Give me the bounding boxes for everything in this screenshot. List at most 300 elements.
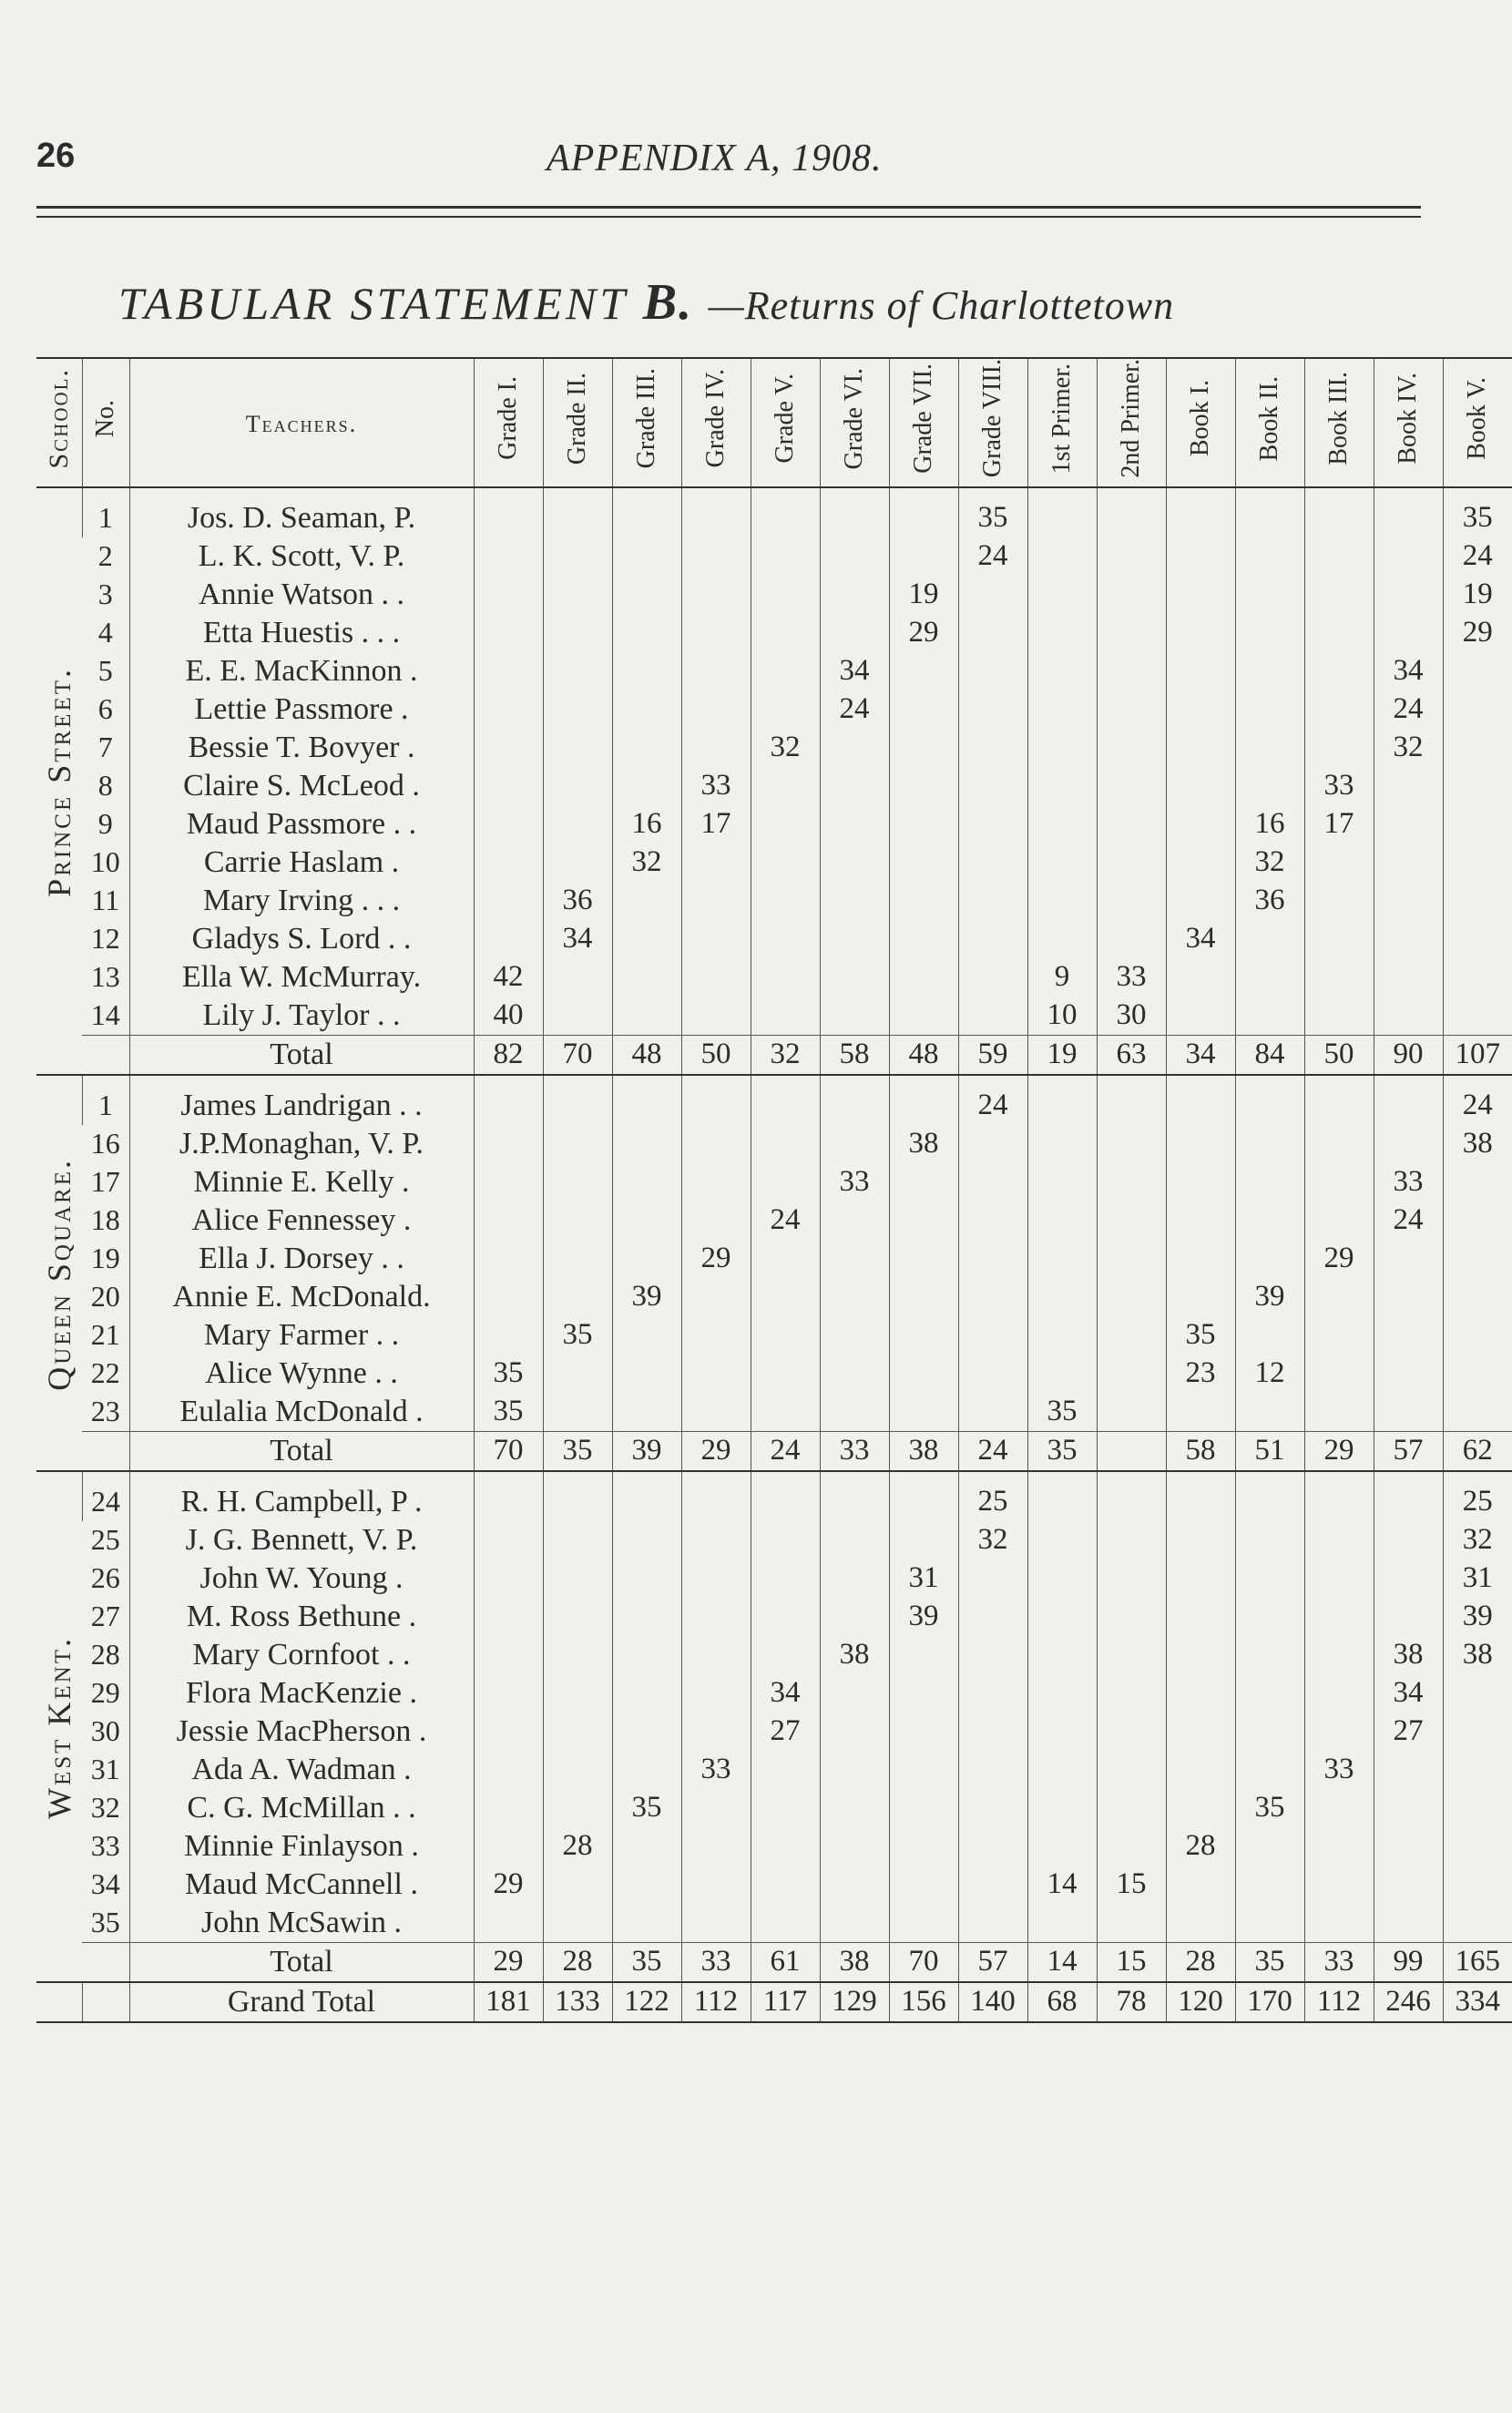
grand-total-value: 170 xyxy=(1235,1982,1304,2022)
enrolment-value xyxy=(1097,690,1166,729)
enrolment-value xyxy=(820,729,889,767)
enrolment-value xyxy=(612,729,681,767)
total-value: 50 xyxy=(1304,1035,1374,1075)
enrolment-value xyxy=(1235,614,1304,652)
enrolment-value xyxy=(543,1904,612,1943)
enrolment-value xyxy=(681,920,751,958)
enrolment-value xyxy=(612,1521,681,1559)
teacher-name: John McSawin . xyxy=(129,1904,474,1943)
enrolment-value: 35 xyxy=(474,1355,543,1393)
enrolment-value xyxy=(1374,1471,1443,1521)
enrolment-value xyxy=(474,1598,543,1636)
table-row xyxy=(36,844,1512,882)
teacher-number: 9 xyxy=(97,807,113,841)
enrolment-value xyxy=(751,1163,820,1201)
enrolment-value: 39 xyxy=(1235,1278,1304,1316)
school-name-cell xyxy=(36,1075,82,1471)
total-value: 70 xyxy=(474,1431,543,1471)
teacher-number: 6 xyxy=(97,692,113,726)
teacher-name: Maud Passmore . . xyxy=(129,805,474,844)
enrolment-value xyxy=(474,920,543,958)
total-value: 38 xyxy=(820,1942,889,1982)
enrolment-value xyxy=(543,1125,612,1163)
grand-total-value: 334 xyxy=(1443,1982,1512,2022)
grand-total-value: 122 xyxy=(612,1982,681,2022)
total-value: 48 xyxy=(889,1035,958,1075)
table-row xyxy=(36,1904,1512,1943)
enrolment-value xyxy=(681,1598,751,1636)
enrolment-value xyxy=(958,844,1027,882)
enrolment-value xyxy=(1166,958,1235,997)
col-book-3-label: Book III. xyxy=(1324,372,1353,465)
enrolment-value xyxy=(1374,576,1443,614)
enrolment-value xyxy=(889,729,958,767)
enrolment-value xyxy=(474,1163,543,1201)
enrolment-value xyxy=(889,1827,958,1866)
enrolment-value xyxy=(1166,1125,1235,1163)
enrolment-value xyxy=(681,1355,751,1393)
enrolment-value xyxy=(1097,882,1166,920)
grand-total-value: 120 xyxy=(1166,1982,1235,2022)
table-row xyxy=(36,1278,1512,1316)
enrolment-value xyxy=(1235,1904,1304,1943)
enrolment-value xyxy=(1304,652,1374,690)
enrolment-value xyxy=(474,1751,543,1789)
enrolment-value xyxy=(1235,1674,1304,1713)
enrolment-value xyxy=(474,805,543,844)
col-grade-4 xyxy=(681,358,751,487)
enrolment-value xyxy=(751,1125,820,1163)
total-value: 57 xyxy=(1374,1431,1443,1471)
enrolment-value xyxy=(474,1075,543,1125)
enrolment-value: 32 xyxy=(751,729,820,767)
col-grade-7-label: Grade VII. xyxy=(909,363,937,474)
enrolment-value xyxy=(612,487,681,537)
enrolment-value xyxy=(681,882,751,920)
statement-table-wrapper xyxy=(36,357,1500,2023)
enrolment-value xyxy=(1097,767,1166,805)
enrolment-value: 35 xyxy=(474,1393,543,1432)
enrolment-value: 40 xyxy=(474,997,543,1036)
enrolment-value xyxy=(474,652,543,690)
page-number: 26 xyxy=(36,137,76,175)
grand-total-value: 129 xyxy=(820,1982,889,2022)
teacher-name: Flora MacKenzie . xyxy=(129,1674,474,1713)
enrolment-value: 33 xyxy=(1097,958,1166,997)
teacher-name: James Landrigan . . xyxy=(129,1075,474,1125)
total-label: Total xyxy=(129,1035,474,1075)
table-row xyxy=(36,652,1512,690)
enrolment-value xyxy=(1027,767,1097,805)
school-name: Queen Square. xyxy=(40,1157,77,1391)
table-row xyxy=(36,1355,1512,1393)
enrolment-value xyxy=(889,1278,958,1316)
enrolment-value xyxy=(1235,1393,1304,1432)
enrolment-value: 33 xyxy=(1374,1163,1443,1201)
enrolment-value xyxy=(1374,1075,1443,1125)
enrolment-value xyxy=(1097,1713,1166,1751)
enrolment-value xyxy=(1235,1240,1304,1278)
enrolment-value xyxy=(958,1316,1027,1355)
enrolment-value xyxy=(1166,1521,1235,1559)
teacher-number: 4 xyxy=(97,616,113,649)
enrolment-value xyxy=(820,1674,889,1713)
enrolment-value xyxy=(1443,1827,1512,1866)
enrolment-value: 16 xyxy=(612,805,681,844)
enrolment-value xyxy=(958,1240,1027,1278)
enrolment-value xyxy=(889,997,958,1036)
teacher-number: 2 xyxy=(97,539,113,573)
enrolment-value xyxy=(543,576,612,614)
enrolment-value xyxy=(958,729,1027,767)
enrolment-value xyxy=(1027,1789,1097,1827)
enrolment-value xyxy=(681,1713,751,1751)
enrolment-value xyxy=(1235,767,1304,805)
page-header xyxy=(36,137,1421,191)
enrolment-value xyxy=(820,487,889,537)
grand-total-value: 68 xyxy=(1027,1982,1097,2022)
enrolment-value xyxy=(958,997,1027,1036)
enrolment-value: 32 xyxy=(612,844,681,882)
enrolment-value: 38 xyxy=(889,1125,958,1163)
teacher-number: 12 xyxy=(90,922,120,956)
total-value: 29 xyxy=(1304,1431,1374,1471)
enrolment-value xyxy=(1027,614,1097,652)
enrolment-value xyxy=(1027,487,1097,537)
enrolment-value xyxy=(1374,882,1443,920)
enrolment-value xyxy=(820,1751,889,1789)
teacher-name: Alice Fennessey . xyxy=(129,1201,474,1240)
table-row xyxy=(36,690,1512,729)
teacher-number: 33 xyxy=(90,1829,120,1863)
enrolment-value xyxy=(751,1278,820,1316)
teacher-number: 16 xyxy=(90,1127,120,1160)
enrolment-value xyxy=(820,1316,889,1355)
enrolment-value: 28 xyxy=(543,1827,612,1866)
enrolment-value xyxy=(1166,614,1235,652)
total-value: 14 xyxy=(1027,1942,1097,1982)
enrolment-value xyxy=(1304,1355,1374,1393)
enrolment-value xyxy=(1235,537,1304,576)
total-value: 62 xyxy=(1443,1431,1512,1471)
enrolment-value xyxy=(889,958,958,997)
total-value: 33 xyxy=(820,1431,889,1471)
enrolment-value xyxy=(1027,576,1097,614)
enrolment-value xyxy=(1097,1904,1166,1943)
enrolment-value xyxy=(889,1751,958,1789)
enrolment-value xyxy=(474,1636,543,1674)
enrolment-value: 39 xyxy=(889,1598,958,1636)
teacher-number: 14 xyxy=(90,998,120,1032)
col-grade-8 xyxy=(958,358,1027,487)
total-value: 51 xyxy=(1235,1431,1304,1471)
table-row xyxy=(36,1751,1512,1789)
enrolment-value xyxy=(751,1598,820,1636)
enrolment-value: 31 xyxy=(1443,1559,1512,1598)
enrolment-value xyxy=(1027,805,1097,844)
teacher-name: J.P.Monaghan, V. P. xyxy=(129,1125,474,1163)
enrolment-value xyxy=(612,1125,681,1163)
total-value: 63 xyxy=(1097,1035,1166,1075)
enrolment-value xyxy=(751,1355,820,1393)
enrolment-value xyxy=(751,1789,820,1827)
enrolment-value xyxy=(958,920,1027,958)
total-value: 84 xyxy=(1235,1035,1304,1075)
enrolment-value: 33 xyxy=(1304,1751,1374,1789)
teacher-number: 28 xyxy=(90,1638,120,1672)
enrolment-value xyxy=(474,1316,543,1355)
enrolment-value xyxy=(612,920,681,958)
enrolment-value xyxy=(1166,1598,1235,1636)
enrolment-value xyxy=(820,844,889,882)
table-row xyxy=(36,805,1512,844)
enrolment-value xyxy=(958,1674,1027,1713)
enrolment-value xyxy=(1027,1278,1097,1316)
enrolment-value xyxy=(1166,1866,1235,1904)
enrolment-value xyxy=(612,997,681,1036)
enrolment-value xyxy=(820,1866,889,1904)
table-row xyxy=(36,882,1512,920)
enrolment-value xyxy=(1374,487,1443,537)
enrolment-value xyxy=(543,767,612,805)
enrolment-value xyxy=(1097,729,1166,767)
enrolment-value: 33 xyxy=(820,1163,889,1201)
enrolment-value xyxy=(889,1789,958,1827)
grand-total-value: 112 xyxy=(681,1982,751,2022)
enrolment-value xyxy=(889,882,958,920)
enrolment-value: 24 xyxy=(1374,1201,1443,1240)
table-row xyxy=(36,1075,1512,1125)
teacher-name: Maud McCannell . xyxy=(129,1866,474,1904)
col-primer-1-label: 1st Primer. xyxy=(1047,363,1076,474)
enrolment-value xyxy=(474,844,543,882)
col-book-5 xyxy=(1443,358,1512,487)
enrolment-value xyxy=(1166,1393,1235,1432)
enrolment-value xyxy=(474,767,543,805)
col-grade-3-label: Grade III. xyxy=(632,368,660,469)
teacher-number: 22 xyxy=(90,1356,120,1390)
enrolment-value xyxy=(612,1075,681,1125)
teacher-number: 5 xyxy=(97,654,113,688)
enrolment-value xyxy=(1374,844,1443,882)
table-row xyxy=(36,1163,1512,1201)
col-book-2-label: Book II. xyxy=(1255,375,1283,461)
enrolment-value: 24 xyxy=(820,690,889,729)
enrolment-value xyxy=(681,1471,751,1521)
teacher-number: 1 xyxy=(82,1075,129,1125)
enrolment-value xyxy=(612,576,681,614)
grand-total-value: 140 xyxy=(958,1982,1027,2022)
enrolment-value xyxy=(820,1201,889,1240)
col-book-1-label: Book I. xyxy=(1186,380,1214,457)
enrolment-value xyxy=(958,767,1027,805)
teacher-name: C. G. McMillan . . xyxy=(129,1789,474,1827)
enrolment-value xyxy=(1235,958,1304,997)
enrolment-value xyxy=(474,537,543,576)
enrolment-value xyxy=(958,1355,1027,1393)
table-row xyxy=(36,1521,1512,1559)
enrolment-value xyxy=(1304,882,1374,920)
enrolment-value xyxy=(751,614,820,652)
enrolment-value xyxy=(889,920,958,958)
enrolment-value xyxy=(612,1866,681,1904)
enrolment-value xyxy=(1097,920,1166,958)
enrolment-value xyxy=(1374,767,1443,805)
enrolment-value xyxy=(1166,1240,1235,1278)
col-grade-6-label: Grade VI. xyxy=(840,367,868,470)
table-row xyxy=(36,487,1512,537)
enrolment-value xyxy=(612,1559,681,1598)
table-row xyxy=(36,1598,1512,1636)
enrolment-value xyxy=(612,1393,681,1432)
enrolment-value xyxy=(1304,1163,1374,1201)
enrolment-value xyxy=(1235,1125,1304,1163)
enrolment-value: 35 xyxy=(1443,487,1512,537)
grand-total-value: 246 xyxy=(1374,1982,1443,2022)
enrolment-value xyxy=(1166,652,1235,690)
enrolment-value xyxy=(1443,805,1512,844)
enrolment-value xyxy=(474,487,543,537)
table-row xyxy=(36,1393,1512,1432)
teacher-number: 18 xyxy=(90,1203,120,1237)
enrolment-value: 23 xyxy=(1166,1355,1235,1393)
total-value: 70 xyxy=(543,1035,612,1075)
teacher-number: 32 xyxy=(90,1791,120,1825)
total-value: 28 xyxy=(543,1942,612,1982)
teacher-number: 24 xyxy=(82,1471,129,1521)
enrolment-value xyxy=(612,1355,681,1393)
enrolment-value xyxy=(1097,1789,1166,1827)
enrolment-value xyxy=(543,997,612,1036)
enrolment-value xyxy=(1027,1355,1097,1393)
enrolment-value: 29 xyxy=(474,1866,543,1904)
col-grade-5 xyxy=(751,358,820,487)
enrolment-value xyxy=(1097,1636,1166,1674)
table-row xyxy=(36,614,1512,652)
enrolment-value xyxy=(751,1075,820,1125)
enrolment-value xyxy=(1027,1559,1097,1598)
enrolment-value: 34 xyxy=(1166,920,1235,958)
enrolment-value xyxy=(1235,487,1304,537)
enrolment-value xyxy=(543,1278,612,1316)
col-book-1 xyxy=(1166,358,1235,487)
enrolment-value xyxy=(820,767,889,805)
table-row xyxy=(36,767,1512,805)
enrolment-value xyxy=(474,1240,543,1278)
teacher-name: Gladys S. Lord . . xyxy=(129,920,474,958)
enrolment-value: 39 xyxy=(1443,1598,1512,1636)
teacher-name: Annie Watson . . xyxy=(129,576,474,614)
enrolment-value xyxy=(889,805,958,844)
enrolment-value xyxy=(751,958,820,997)
enrolment-value xyxy=(1235,1075,1304,1125)
enrolment-value xyxy=(474,1201,543,1240)
enrolment-value xyxy=(474,729,543,767)
enrolment-value xyxy=(958,1278,1027,1316)
enrolment-value xyxy=(1374,614,1443,652)
enrolment-value xyxy=(1235,1713,1304,1751)
total-value: 99 xyxy=(1374,1942,1443,1982)
enrolment-value xyxy=(889,767,958,805)
enrolment-value: 35 xyxy=(1027,1393,1097,1432)
enrolment-value xyxy=(1304,1471,1374,1521)
enrolment-value xyxy=(820,576,889,614)
teacher-number: 30 xyxy=(90,1714,120,1748)
enrolment-value xyxy=(543,1789,612,1827)
col-no xyxy=(82,358,129,487)
enrolment-value: 33 xyxy=(681,767,751,805)
enrolment-value xyxy=(1304,576,1374,614)
enrolment-value xyxy=(1097,487,1166,537)
total-value: 58 xyxy=(1166,1431,1235,1471)
teacher-name: Mary Cornfoot . . xyxy=(129,1636,474,1674)
enrolment-value xyxy=(543,1713,612,1751)
enrolment-value xyxy=(958,1636,1027,1674)
enrolment-value xyxy=(1374,920,1443,958)
teacher-name: Lily J. Taylor . . xyxy=(129,997,474,1036)
enrolment-value xyxy=(1235,1163,1304,1201)
enrolment-value xyxy=(1166,1904,1235,1943)
teacher-name: Jos. D. Seaman, P. xyxy=(129,487,474,537)
enrolment-value xyxy=(1374,1316,1443,1355)
enrolment-value xyxy=(751,1827,820,1866)
teacher-name: Minnie Finlayson . xyxy=(129,1827,474,1866)
table-row xyxy=(36,537,1512,576)
table-row xyxy=(36,1559,1512,1598)
enrolment-value: 42 xyxy=(474,958,543,997)
enrolment-value xyxy=(1027,1240,1097,1278)
caption-main: TABULAR STATEMENT xyxy=(118,278,628,329)
total-value: 34 xyxy=(1166,1035,1235,1075)
enrolment-value xyxy=(889,1521,958,1559)
teacher-name: Eulalia McDonald . xyxy=(129,1393,474,1432)
enrolment-value xyxy=(1097,537,1166,576)
enrolment-value xyxy=(1304,1866,1374,1904)
enrolment-value xyxy=(474,1125,543,1163)
enrolment-value xyxy=(1027,1636,1097,1674)
enrolment-value xyxy=(1304,729,1374,767)
teacher-number: 17 xyxy=(90,1165,120,1199)
enrolment-value xyxy=(1374,1521,1443,1559)
enrolment-value xyxy=(751,487,820,537)
enrolment-value xyxy=(1097,1471,1166,1521)
enrolment-value xyxy=(543,1471,612,1521)
enrolment-value: 15 xyxy=(1097,1866,1166,1904)
enrolment-value xyxy=(681,1827,751,1866)
enrolment-value xyxy=(1304,1713,1374,1751)
enrolment-value xyxy=(543,614,612,652)
total-value: 15 xyxy=(1097,1942,1166,1982)
enrolment-value xyxy=(681,844,751,882)
teacher-number: 11 xyxy=(91,884,120,917)
enrolment-value xyxy=(889,690,958,729)
enrolment-value xyxy=(889,1904,958,1943)
enrolment-value xyxy=(958,1789,1027,1827)
enrolment-value xyxy=(958,1598,1027,1636)
enrolment-value xyxy=(1027,1713,1097,1751)
enrolment-value: 39 xyxy=(612,1278,681,1316)
enrolment-value xyxy=(474,1559,543,1598)
enrolment-value xyxy=(1304,1904,1374,1943)
enrolment-value: 24 xyxy=(751,1201,820,1240)
enrolment-value xyxy=(751,1636,820,1674)
enrolment-value xyxy=(1235,1751,1304,1789)
total-value: 59 xyxy=(958,1035,1027,1075)
enrolment-value xyxy=(1097,652,1166,690)
enrolment-value xyxy=(612,690,681,729)
enrolment-value: 34 xyxy=(820,652,889,690)
total-value: 57 xyxy=(958,1942,1027,1982)
